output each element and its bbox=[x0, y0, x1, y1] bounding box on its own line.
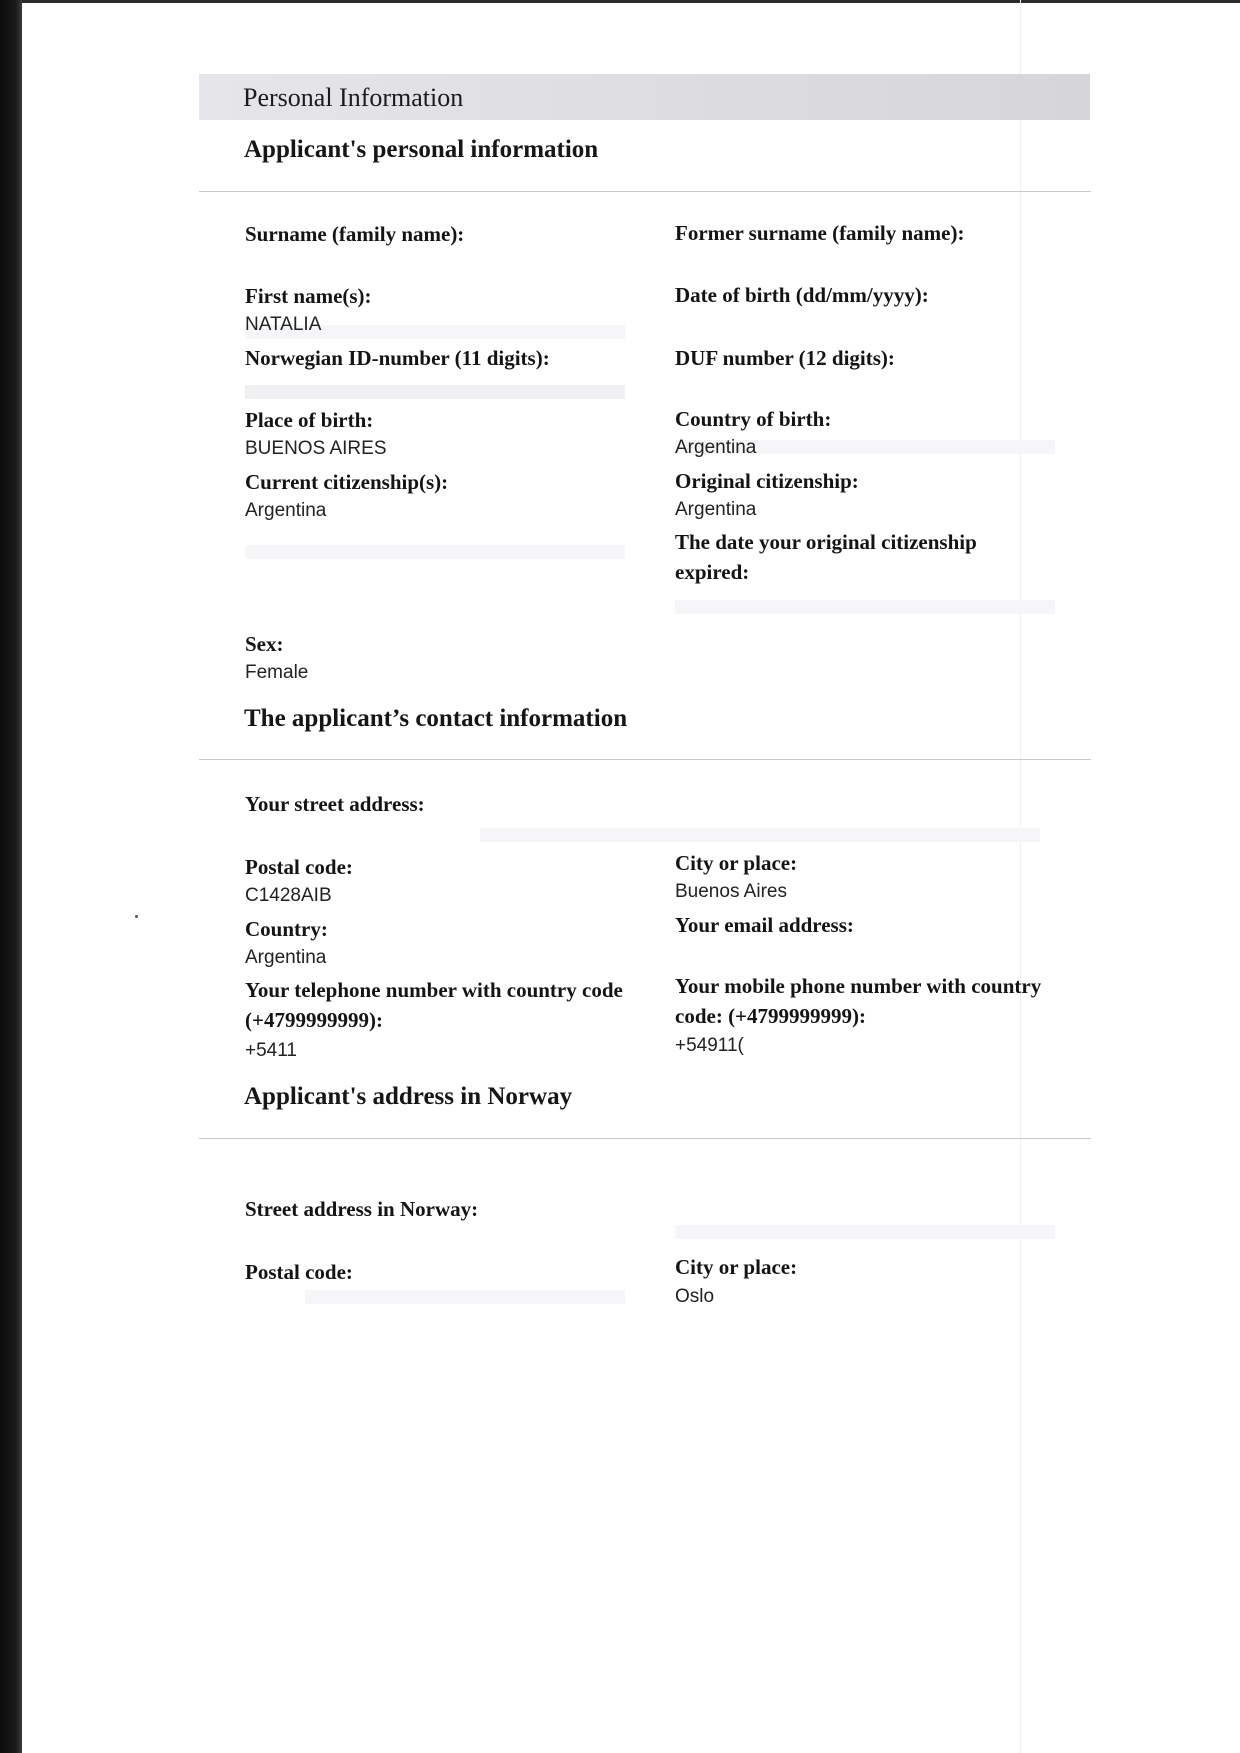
norway-address-heading: Applicant's address in Norway bbox=[244, 1083, 573, 1110]
country-label: Country: bbox=[245, 917, 328, 941]
norway-city-label: City or place: bbox=[675, 1255, 798, 1279]
current-citizenship-value: Argentina bbox=[245, 500, 327, 521]
postal-code-value: C1428AIB bbox=[245, 885, 332, 906]
mobile-value: +54911( bbox=[675, 1035, 744, 1056]
city-label: City or place: bbox=[675, 851, 798, 875]
duf-number-label: DUF number (12 digits): bbox=[675, 346, 895, 370]
section-divider bbox=[199, 1138, 1091, 1139]
show-through bbox=[245, 545, 625, 559]
country-of-birth-label: Country of birth: bbox=[675, 407, 832, 431]
former-surname-label: Former surname (family name): bbox=[675, 221, 965, 245]
mobile-label: Your mobile phone number with country code: (+4799999999): bbox=[675, 974, 1042, 1028]
show-through bbox=[245, 385, 625, 399]
date-of-birth-label: Date of birth (dd/mm/yyyy): bbox=[675, 283, 929, 307]
postal-code-label: Postal code: bbox=[245, 855, 353, 879]
section-divider bbox=[199, 191, 1091, 192]
show-through bbox=[305, 1290, 625, 1304]
country-of-birth-value: Argentina bbox=[675, 437, 757, 458]
sex-label: Sex: bbox=[245, 632, 284, 656]
scan-speck bbox=[135, 915, 138, 918]
surname-label: Surname (family name): bbox=[245, 222, 465, 246]
first-name-value: NATALIA bbox=[245, 314, 322, 335]
norway-street-address-label: Street address in Norway: bbox=[245, 1197, 479, 1221]
personal-info-heading: Applicant's personal information bbox=[244, 136, 599, 163]
banner-title: Personal Information bbox=[243, 83, 464, 112]
show-through bbox=[675, 1225, 1055, 1239]
city-value: Buenos Aires bbox=[675, 881, 787, 902]
show-through bbox=[480, 828, 1040, 842]
sex-value: Female bbox=[245, 662, 309, 683]
original-citizenship-label: Original citizenship: bbox=[675, 469, 859, 493]
show-through bbox=[675, 600, 1055, 614]
original-citizenship-value: Argentina bbox=[675, 499, 757, 520]
place-of-birth-value: BUENOS AIRES bbox=[245, 438, 387, 459]
telephone-label: Your telephone number with country code (+4799999999): bbox=[245, 978, 623, 1032]
country-value: Argentina bbox=[245, 947, 327, 968]
current-citizenship-label: Current citizenship(s): bbox=[245, 470, 449, 494]
place-of-birth-label: Place of birth: bbox=[245, 408, 374, 432]
citizenship-expired-label: The date your original citizenship expired: bbox=[675, 530, 977, 584]
section-banner bbox=[199, 74, 1090, 120]
scan-top-border bbox=[22, 0, 1240, 3]
section-divider bbox=[199, 759, 1091, 760]
scan-border bbox=[0, 0, 22, 1753]
norwegian-id-label: Norwegian ID-number (11 digits): bbox=[245, 346, 550, 370]
email-label: Your email address: bbox=[675, 913, 854, 937]
contact-info-heading: The applicant’s contact information bbox=[244, 705, 628, 732]
first-name-label: First name(s): bbox=[245, 284, 372, 308]
norway-city-value: Oslo bbox=[675, 1286, 715, 1307]
street-address-label: Your street address: bbox=[245, 792, 425, 816]
telephone-value: +5411 bbox=[245, 1040, 297, 1061]
norway-postal-code-label: Postal code: bbox=[245, 1260, 353, 1284]
